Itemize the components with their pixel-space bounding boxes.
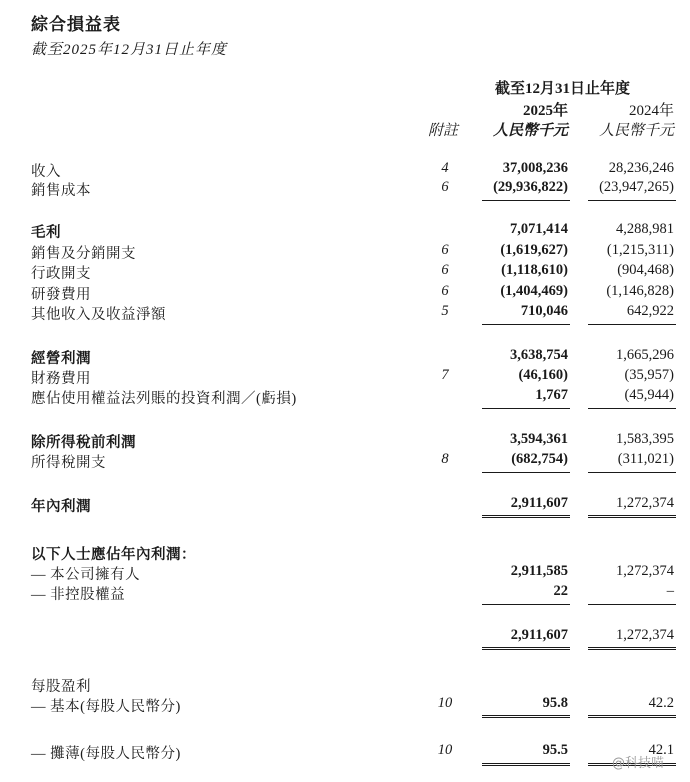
value-2024: 4,288,981 bbox=[616, 221, 674, 237]
row-label-profit-before-tax: 除所得稅前利潤 bbox=[31, 435, 136, 451]
value-2024: 642,922 bbox=[626, 303, 674, 319]
row-label-operating-profit: 經營利潤 bbox=[31, 351, 91, 367]
row-label-finance-costs: 財務費用 bbox=[31, 371, 91, 387]
value-2025: (1,404,469) bbox=[500, 283, 568, 299]
value-2024: 1,272,374 bbox=[616, 495, 674, 511]
row-note: 10 bbox=[437, 695, 453, 711]
row-label-equity-investments: 應佔使用權益法列賬的投資利潤／(虧損) bbox=[31, 391, 297, 407]
subtotal-rule bbox=[482, 200, 570, 201]
row-label-admin-expenses: 行政開支 bbox=[31, 266, 91, 282]
note-column-header: 附註 bbox=[428, 123, 459, 139]
subtotal-rule bbox=[482, 604, 570, 605]
value-2025: 2,911,607 bbox=[510, 627, 568, 643]
total-double-rule bbox=[482, 515, 570, 518]
row-note: 6 bbox=[441, 179, 449, 195]
row-note: 5 bbox=[441, 303, 449, 319]
value-2025: 2,911,607 bbox=[510, 495, 568, 511]
row-note: 6 bbox=[441, 242, 449, 258]
total-double-rule bbox=[588, 647, 676, 650]
value-2024: 1,665,296 bbox=[616, 347, 674, 363]
year-2024-header: 2024年 bbox=[628, 103, 674, 119]
value-2025: (682,754) bbox=[511, 451, 568, 467]
row-label-income-tax: 所得稅開支 bbox=[31, 455, 106, 471]
value-2025: (1,118,610) bbox=[501, 262, 568, 278]
year-2025-header: 2025年 bbox=[522, 103, 568, 119]
value-2024: 1,583,395 bbox=[616, 431, 674, 447]
unit-2024-header: 人民幣千元 bbox=[598, 123, 674, 139]
total-double-rule bbox=[588, 515, 676, 518]
statement-title: 綜合損益表 bbox=[31, 15, 121, 34]
subtotal-rule bbox=[588, 604, 676, 605]
value-2024: 28,236,246 bbox=[608, 160, 674, 176]
row-note: 6 bbox=[441, 262, 449, 278]
row-label-eps: 每股盈利 bbox=[31, 679, 91, 695]
value-2025: (29,936,822) bbox=[493, 179, 568, 195]
value-2025: 37,008,236 bbox=[502, 160, 568, 176]
row-label-gross-profit: 毛利 bbox=[31, 225, 61, 241]
value-2025: 2,911,585 bbox=[510, 563, 568, 579]
value-2024: (311,021) bbox=[617, 451, 674, 467]
value-2025: 95.5 bbox=[542, 742, 568, 758]
value-2024: (1,146,828) bbox=[606, 283, 674, 299]
row-note: 4 bbox=[441, 160, 449, 176]
row-label-diluted-eps: — 攤薄(每股人民幣分) bbox=[31, 746, 181, 762]
row-label-attributable-to: 以下人士應佔年內利潤： bbox=[31, 547, 196, 563]
value-2025: 710,046 bbox=[520, 303, 568, 319]
total-double-rule bbox=[482, 763, 570, 766]
value-2024: 42.1 bbox=[648, 742, 674, 758]
row-label-rd-expenses: 研發費用 bbox=[31, 287, 91, 303]
value-2025: 22 bbox=[553, 583, 568, 599]
value-2024: 1,272,374 bbox=[616, 563, 674, 579]
value-2024: (904,468) bbox=[617, 262, 674, 278]
row-label-other-income: 其他收入及收益淨額 bbox=[31, 307, 166, 323]
row-label-revenue: 收入 bbox=[31, 164, 61, 180]
row-note: 8 bbox=[441, 451, 449, 467]
row-note: 6 bbox=[441, 283, 449, 299]
row-label-basic-eps: — 基本(每股人民幣分) bbox=[31, 699, 181, 715]
value-2024: (45,944) bbox=[624, 387, 674, 403]
subtotal-rule bbox=[588, 472, 676, 473]
value-2024: (23,947,265) bbox=[599, 179, 674, 195]
subtotal-rule bbox=[482, 324, 570, 325]
subtotal-rule bbox=[588, 324, 676, 325]
value-2024: (35,957) bbox=[624, 367, 674, 383]
subtotal-rule bbox=[588, 408, 676, 409]
total-double-rule bbox=[482, 715, 570, 718]
row-label-non-controlling: — 非控股權益 bbox=[31, 587, 126, 603]
value-2025: 7,071,414 bbox=[510, 221, 568, 237]
value-2024: – bbox=[666, 583, 674, 599]
value-2025: 95.8 bbox=[542, 695, 568, 711]
row-label-profit-for-year: 年內利潤 bbox=[31, 499, 91, 515]
unit-2025-header: 人民幣千元 bbox=[492, 123, 568, 139]
total-double-rule bbox=[482, 647, 570, 650]
value-2024: 1,272,374 bbox=[616, 627, 674, 643]
subtotal-rule bbox=[482, 408, 570, 409]
row-label-selling-expenses: 銷售及分銷開支 bbox=[31, 246, 136, 262]
period-header: 截至12月31日止年度 bbox=[495, 81, 631, 97]
row-note: 10 bbox=[437, 742, 453, 758]
total-double-rule bbox=[588, 715, 676, 718]
value-2024: (1,215,311) bbox=[606, 242, 674, 258]
row-note: 7 bbox=[441, 367, 449, 383]
subtotal-rule bbox=[588, 200, 676, 201]
statement-subtitle: 截至2025年12月31日止年度 bbox=[31, 42, 228, 58]
watermark-text: @科技喵 bbox=[612, 756, 665, 771]
value-2024: 42.2 bbox=[648, 695, 674, 711]
row-label-cost-of-sales: 銷售成本 bbox=[31, 183, 91, 199]
value-2025: 3,594,361 bbox=[510, 431, 568, 447]
value-2025: 3,638,754 bbox=[510, 347, 568, 363]
subtotal-rule bbox=[482, 472, 570, 473]
value-2025: 1,767 bbox=[535, 387, 568, 403]
value-2025: (46,160) bbox=[518, 367, 568, 383]
row-label-owners: — 本公司擁有人 bbox=[31, 567, 141, 583]
value-2025: (1,619,627) bbox=[500, 242, 568, 258]
